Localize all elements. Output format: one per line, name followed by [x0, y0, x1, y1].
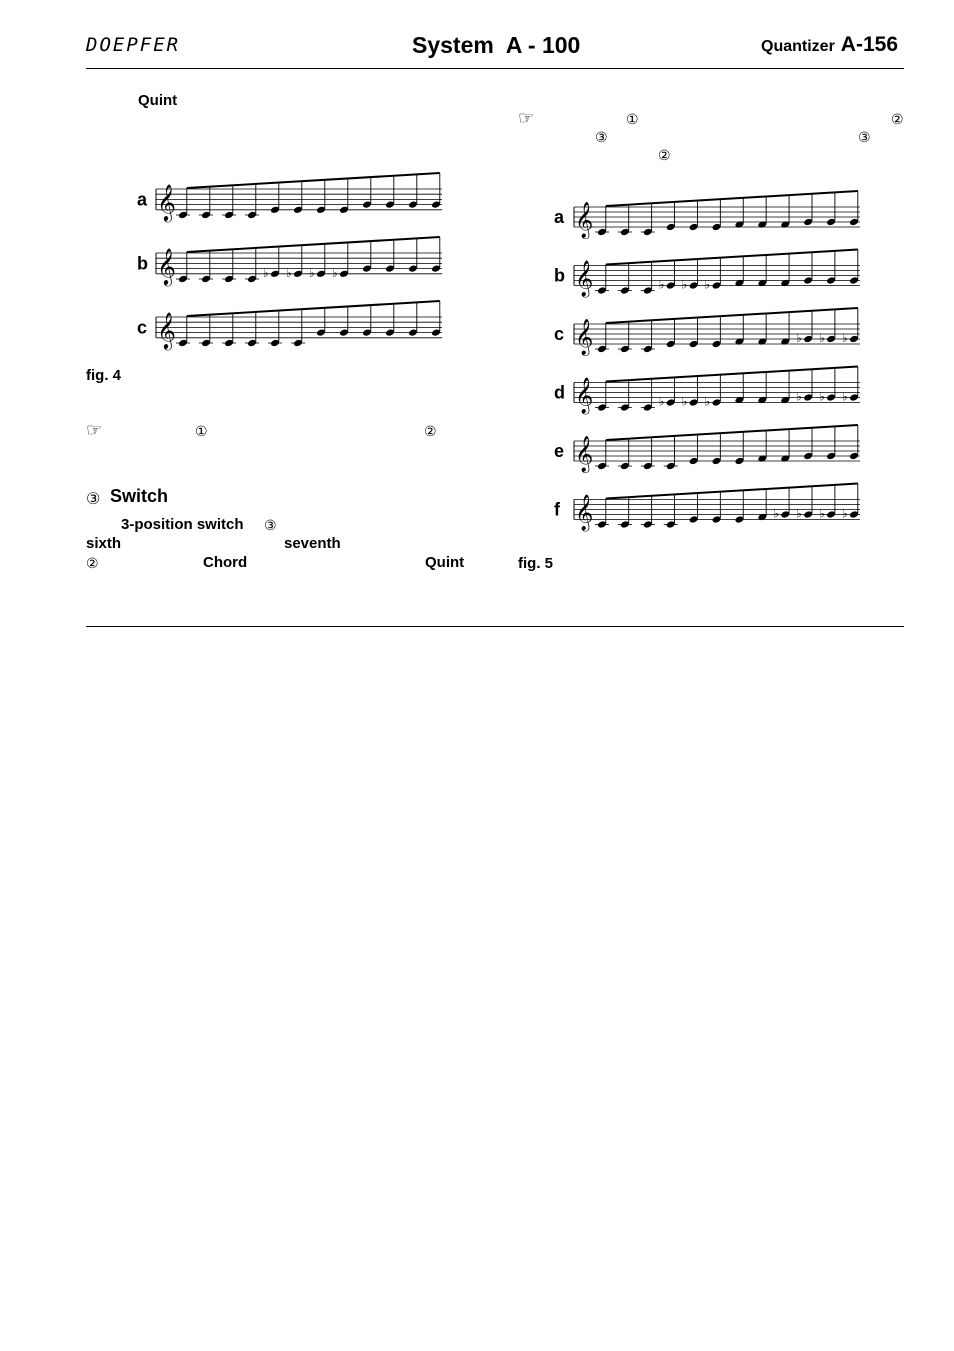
fig5-flat-icon: ♭ — [842, 506, 848, 521]
switch-number: ③ — [86, 491, 101, 508]
fig5-flat-icon: ♭ — [796, 506, 802, 521]
pointing-hand-icon-2: ☞ — [518, 108, 535, 128]
page-title: System A - 100 — [412, 32, 581, 58]
doepfer-logo: DOEPFER — [86, 34, 181, 56]
module-heading — [761, 33, 898, 57]
seventh-label: seventh — [284, 535, 341, 552]
fig5-flat-icon: ♭ — [681, 394, 688, 409]
fig4-beam — [187, 173, 440, 188]
ref-2-right-b: ② — [658, 147, 671, 163]
fig4-label-b: b — [137, 253, 148, 274]
fig5-treble-clef-icon: 𝄞 — [575, 494, 594, 531]
fig5-staff-d — [554, 367, 860, 415]
ref-2-right: ② — [891, 111, 904, 127]
pointing-hand-icon: ☞ — [86, 420, 103, 440]
ref-3-right: ③ — [595, 129, 608, 145]
fig5-label-b: b — [554, 265, 565, 286]
fig5-flat-icon: ♭ — [796, 331, 802, 345]
fig4-flat-icon: ♭ — [332, 265, 338, 280]
fig5-label-f: f — [554, 499, 560, 520]
fig4-staff-b — [137, 237, 442, 286]
fig5-treble-clef-icon: 𝄞 — [575, 319, 594, 355]
fig5-flat-icon: ♭ — [796, 389, 802, 404]
fig5-label-c: c — [554, 324, 565, 344]
fig4-label-a: a — [137, 189, 148, 210]
module-number: A-156 — [840, 33, 898, 56]
three-position-switch: 3-position switch — [121, 516, 244, 533]
ref-3: ③ — [264, 517, 277, 533]
fig5-score — [548, 186, 918, 536]
fig5-flat-icon: ♭ — [773, 506, 779, 521]
footer-rule — [86, 626, 904, 627]
fig4-label-c: c — [137, 317, 148, 338]
fig4-beam — [187, 237, 440, 252]
fig5-flat-icon: ♭ — [842, 389, 848, 404]
fig5-flat-icon: ♭ — [681, 277, 688, 292]
fig4-score — [86, 170, 446, 350]
fig5-beam — [606, 425, 858, 440]
fig5-label-d: d — [554, 382, 565, 403]
fig4-beam — [187, 301, 440, 316]
fig5-beam — [606, 484, 858, 499]
fig5-staff-f — [554, 484, 860, 532]
chord-label: Chord — [203, 554, 248, 571]
fig5-flat-icon: ♭ — [842, 331, 848, 345]
fig4-treble-clef-icon: 𝄞 — [157, 310, 177, 349]
fig5-caption: fig. 5 — [518, 555, 554, 572]
ref-3-right-b: ③ — [858, 129, 871, 145]
fig5-flat-icon: ♭ — [819, 331, 825, 345]
fig5-flat-icon: ♭ — [819, 506, 825, 521]
fig5-beam — [606, 250, 858, 265]
ref-1: ① — [195, 423, 208, 439]
sixth-label: sixth — [86, 535, 122, 552]
fig5-flat-icon: ♭ — [819, 389, 825, 404]
quint-label-2: Quint — [425, 554, 465, 571]
ref-1-right: ① — [626, 111, 639, 127]
fig4-caption: fig. 4 — [86, 367, 122, 384]
fig5-staff-a — [554, 191, 860, 239]
fig5-staff-b — [554, 250, 860, 298]
fig5-treble-clef-icon: 𝄞 — [575, 436, 594, 472]
fig4-flat-icon: ♭ — [263, 265, 269, 280]
fig4-staff-c — [137, 301, 442, 350]
fig5-beam — [606, 191, 858, 206]
fig5-staff-c — [554, 308, 860, 356]
switch-heading: Switch — [110, 486, 169, 506]
fig5-label-a: a — [554, 207, 565, 227]
fig4-treble-clef-icon: 𝄞 — [157, 182, 177, 221]
fig5-label-e: e — [554, 441, 565, 461]
fig5-treble-clef-icon: 𝄞 — [575, 377, 594, 414]
ref-2: ② — [424, 423, 437, 439]
fig5-beam — [606, 308, 858, 323]
header-rule — [86, 68, 904, 69]
quint-label: Quint — [138, 92, 178, 109]
fig5-flat-icon: ♭ — [658, 394, 665, 409]
fig5-flat-icon: ♭ — [704, 394, 711, 409]
fig5-flat-icon: ♭ — [704, 277, 711, 292]
fig5-beam — [606, 367, 858, 382]
fig4-staff-a — [137, 173, 442, 222]
fig5-treble-clef-icon: 𝄞 — [575, 260, 594, 297]
fig5-staff-e — [554, 425, 860, 473]
fig4-flat-icon: ♭ — [309, 265, 315, 280]
fig4-flat-icon: ♭ — [286, 265, 292, 280]
fig4-treble-clef-icon: 𝄞 — [157, 246, 177, 285]
fig5-treble-clef-icon: 𝄞 — [575, 202, 594, 238]
ref-2b: ② — [86, 555, 99, 571]
module-subtitle: Quantizer — [761, 38, 835, 55]
fig5-flat-icon: ♭ — [658, 277, 665, 292]
